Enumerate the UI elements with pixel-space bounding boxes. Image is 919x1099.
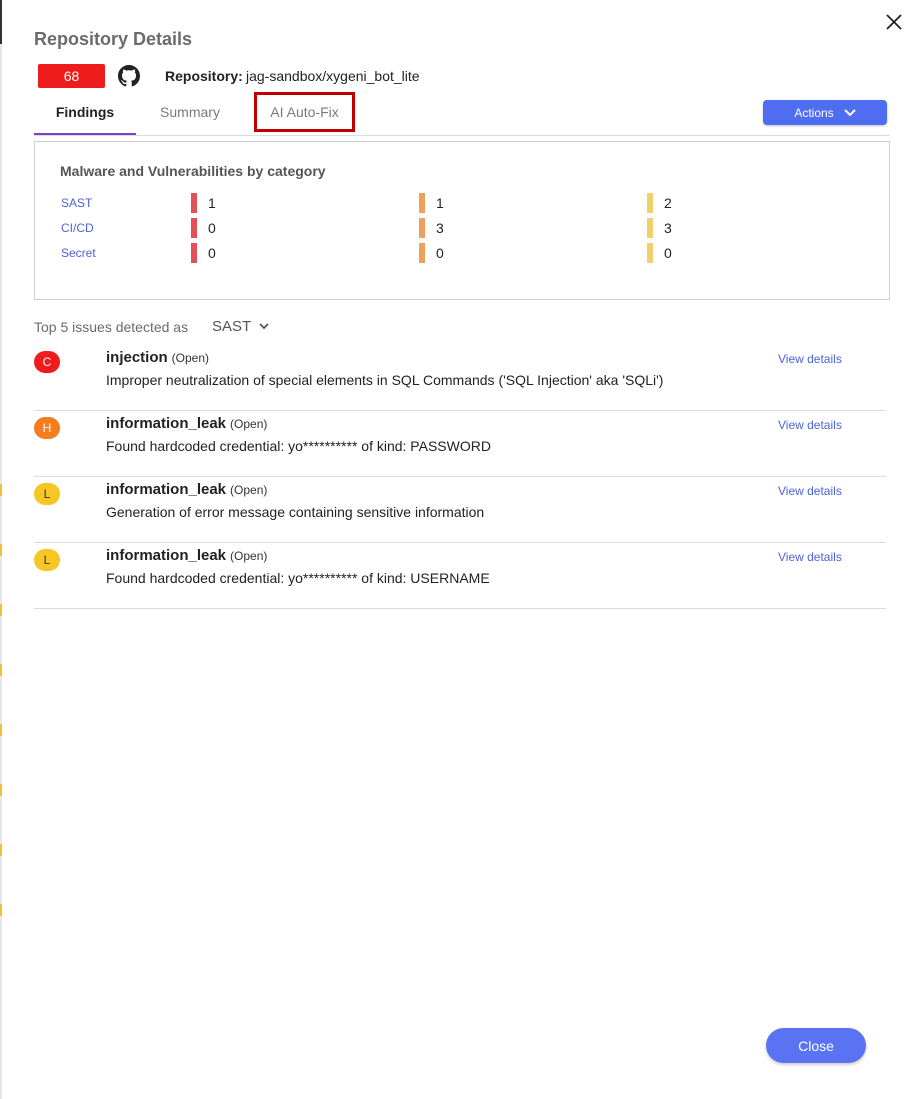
- severity-badge-low: L: [34, 483, 60, 505]
- background-edge-mark: [0, 484, 2, 496]
- tab-divider: [34, 135, 890, 136]
- category-panel-title: Malware and Vulnerabilities by category: [60, 163, 326, 179]
- dialog-title: Repository Details: [34, 29, 193, 49]
- low-bar: [647, 218, 653, 238]
- issue-description: Improper neutralization of special elements in SQL Commands ('SQL Injection' aka 'SQLi'): [106, 372, 664, 388]
- view-details-link[interactable]: View details: [778, 418, 842, 432]
- chevron-down-icon: [844, 109, 856, 117]
- issue-row: [34, 543, 886, 609]
- critical-count: 0: [208, 220, 216, 236]
- background-edge-dark: [0, 0, 2, 44]
- actions-button-label: Actions: [794, 105, 834, 120]
- high-count: 1: [436, 195, 444, 211]
- issue-name: information_leak: [106, 481, 227, 498]
- severity-badge-low: L: [34, 549, 60, 571]
- severity-badge-high: H: [34, 417, 60, 439]
- issue-name-wrapper: [106, 349, 209, 366]
- issue-type-selected: SAST: [212, 318, 252, 335]
- issue-type-select[interactable]: [212, 318, 269, 335]
- close-icon[interactable]: [882, 10, 906, 34]
- issue-name-wrapper: [106, 415, 267, 432]
- issue-description: Found hardcoded credential: yo********** of kind: USERNAME: [106, 570, 490, 586]
- tab-summary[interactable]: Summary: [160, 104, 220, 120]
- repository-name: jag-sandbox/xygeni_bot_lite: [246, 68, 420, 84]
- issue-row: [34, 477, 886, 543]
- issue-status: (Open): [230, 417, 268, 431]
- tab-findings[interactable]: Findings: [34, 97, 136, 135]
- category-link-secret[interactable]: Secret: [61, 246, 96, 260]
- issue-description: Generation of error message containing sensitive information: [106, 504, 485, 520]
- high-bar: [419, 193, 425, 213]
- github-icon: [118, 65, 140, 87]
- low-count: 2: [664, 195, 672, 211]
- actions-button[interactable]: [763, 100, 887, 125]
- issue-name: information_leak: [106, 547, 227, 564]
- severity-badge-critical: C: [34, 351, 60, 373]
- issue-name-wrapper: [106, 481, 267, 498]
- high-bar: [419, 243, 425, 263]
- critical-bar: [191, 193, 197, 213]
- view-details-link[interactable]: View details: [778, 550, 842, 564]
- view-details-link[interactable]: View details: [778, 352, 842, 366]
- critical-bar: [191, 243, 197, 263]
- high-count: 3: [436, 220, 444, 236]
- category-link-cicd[interactable]: CI/CD: [61, 221, 94, 235]
- background-edge-mark: [0, 724, 2, 736]
- critical-bar: [191, 218, 197, 238]
- background-edge-mark: [0, 904, 2, 916]
- low-bar: [647, 243, 653, 263]
- high-bar: [419, 218, 425, 238]
- low-count: 0: [664, 245, 672, 261]
- issue-row: [34, 345, 886, 411]
- category-link-sast[interactable]: SAST: [61, 196, 93, 210]
- category-row: [35, 193, 889, 213]
- background-edge-mark: [0, 604, 2, 616]
- risk-score-badge: 68: [38, 64, 105, 88]
- issue-name-wrapper: [106, 547, 267, 564]
- low-count: 3: [664, 220, 672, 236]
- issue-name: injection: [106, 349, 168, 366]
- repository-label: Repository:: [165, 68, 243, 84]
- background-edge-mark: [0, 544, 2, 556]
- category-row: [35, 218, 889, 238]
- background-edge-mark: [0, 784, 2, 796]
- critical-count: 1: [208, 195, 216, 211]
- view-details-link[interactable]: View details: [778, 484, 842, 498]
- top-issues-label: Top 5 issues detected as: [34, 319, 189, 335]
- background-edge-mark: [0, 844, 2, 856]
- background-edge-mark: [0, 664, 2, 676]
- close-button[interactable]: Close: [766, 1028, 866, 1063]
- category-panel: [34, 141, 890, 300]
- high-count: 0: [436, 245, 444, 261]
- chevron-down-icon: [259, 323, 269, 330]
- issue-name: information_leak: [106, 415, 227, 432]
- critical-count: 0: [208, 245, 216, 261]
- tab-ai-auto-fix[interactable]: AI Auto-Fix: [254, 92, 355, 132]
- low-bar: [647, 193, 653, 213]
- issue-status: (Open): [230, 549, 268, 563]
- issue-row: [34, 411, 886, 477]
- issue-status: (Open): [171, 351, 210, 365]
- category-row: [35, 243, 889, 263]
- issue-status: (Open): [230, 483, 268, 497]
- issue-description: Found hardcoded credential: yo********** of kind: PASSWORD: [106, 438, 491, 454]
